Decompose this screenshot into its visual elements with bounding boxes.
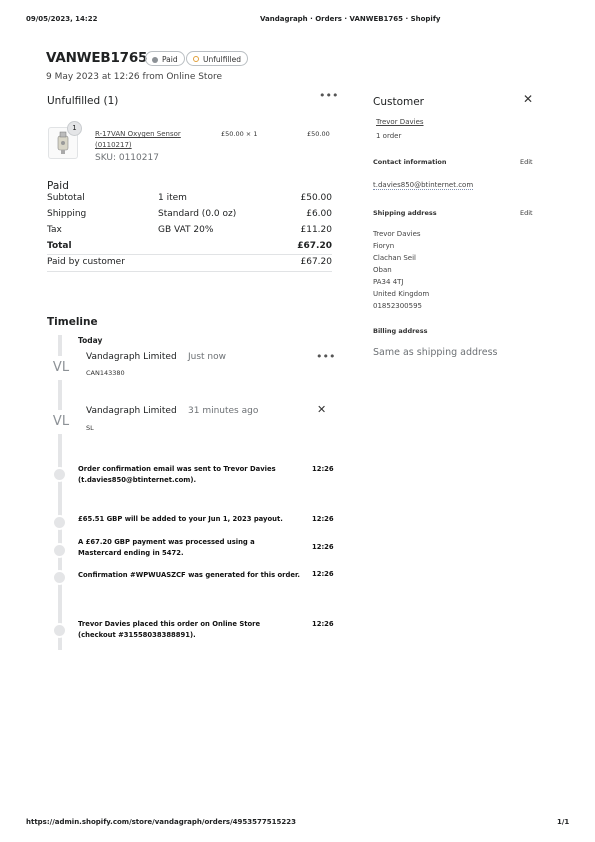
timeline-event-time: 12:26 xyxy=(312,465,334,473)
subtotal-label: Subtotal xyxy=(47,193,85,203)
contact-info-heading: Contact information xyxy=(373,158,447,166)
total-amount: £67.20 xyxy=(297,241,332,251)
shipping-label: Shipping xyxy=(47,209,87,219)
address-phone: 01852300595 xyxy=(373,302,422,310)
timeline-event-text: £65.51 GBP will be added to your Jun 1, 2023 payout. xyxy=(78,515,283,523)
address-line: Trevor Davies xyxy=(373,230,421,238)
avatar: VL xyxy=(46,410,76,434)
comment-body: CAN143380 xyxy=(86,369,125,377)
edit-contact-link[interactable]: Edit xyxy=(520,158,533,166)
customer-name-link[interactable]: Trevor Davies xyxy=(376,118,424,126)
close-icon[interactable]: ✕ xyxy=(523,92,534,106)
edit-shipping-link[interactable]: Edit xyxy=(520,209,533,217)
print-page-count: 1/1 xyxy=(557,818,570,826)
comment-body: SL xyxy=(86,424,94,432)
address-line: PA34 4TJ xyxy=(373,278,404,286)
paid-by-customer-label: Paid by customer xyxy=(47,257,125,267)
comment-author: Vandagraph Limited xyxy=(86,406,177,416)
address-line: Clachan Seil xyxy=(373,254,416,262)
paid-badge-label: Paid xyxy=(162,55,178,64)
print-datetime: 09/05/2023, 14:22 xyxy=(26,15,98,23)
timeline-event-time: 12:26 xyxy=(312,620,334,628)
product-name-link[interactable]: R-17VAN Oxygen Sensor xyxy=(95,130,181,138)
timeline-event-time: 12:26 xyxy=(312,543,334,551)
item-quantity-badge: 1 xyxy=(67,121,82,136)
item-price-qty: £50.00 × 1 xyxy=(221,130,258,138)
timeline-event-dot xyxy=(52,467,67,482)
comment-more-actions-icon[interactable]: ••• xyxy=(316,350,336,363)
payment-divider xyxy=(47,254,332,255)
comment-time: Just now xyxy=(188,352,227,362)
comment-time: 31 minutes ago xyxy=(188,406,259,416)
timeline-event-dot xyxy=(52,515,67,530)
billing-same-as-shipping: Same as shipping address xyxy=(373,347,498,358)
product-code-link[interactable]: (0110217) xyxy=(95,141,132,149)
timeline-event-text: Confirmation #WPWUASZCF was generated for this order. xyxy=(78,571,300,579)
customer-email-link[interactable]: t.davies850@btinternet.com xyxy=(373,181,474,189)
print-url: https://admin.shopify.com/store/vandagraph/orders/4953577515223 xyxy=(26,818,296,826)
order-number-title: VANWEB1765 xyxy=(46,50,148,66)
timeline-event-text: A £67.20 GBP payment was processed using a Mastercard ending in 5472. xyxy=(78,538,255,557)
tax-label: Tax xyxy=(47,225,62,235)
unfulfilled-badge-label: Unfulfilled xyxy=(203,55,241,64)
avatar: VL xyxy=(46,356,76,380)
unfulfilled-dot-icon xyxy=(193,56,199,62)
address-line: Fioryn xyxy=(373,242,395,250)
unfulfilled-heading: Unfulfilled (1) xyxy=(47,95,119,107)
timeline-rail xyxy=(58,335,62,650)
tax-amount: £11.20 xyxy=(300,225,332,235)
customer-order-count: 1 order xyxy=(376,132,402,140)
customer-heading: Customer xyxy=(373,96,425,108)
shipping-address-heading: Shipping address xyxy=(373,209,437,217)
paid-dot-icon xyxy=(152,57,158,63)
timeline-today-label: Today xyxy=(78,336,103,345)
payment-heading: Paid xyxy=(47,180,69,192)
more-actions-icon[interactable]: ••• xyxy=(319,89,339,102)
shipping-amount: £6.00 xyxy=(306,209,332,219)
timeline-event-time: 12:26 xyxy=(312,570,334,578)
item-line-total: £50.00 xyxy=(307,130,330,138)
payment-bottom-divider xyxy=(47,271,332,272)
subtotal-amount: £50.00 xyxy=(300,193,332,203)
address-line: United Kingdom xyxy=(373,290,430,298)
comment-author: Vandagraph Limited xyxy=(86,352,177,362)
timeline-event-dot xyxy=(52,570,67,585)
close-comment-icon[interactable]: ✕ xyxy=(317,403,327,416)
unfulfilled-status-badge xyxy=(186,51,248,66)
timeline-event-dot xyxy=(52,543,67,558)
paid-by-customer-amount: £67.20 xyxy=(300,257,332,267)
address-line: Oban xyxy=(373,266,392,274)
billing-address-heading: Billing address xyxy=(373,327,428,335)
timeline-heading: Timeline xyxy=(47,316,98,328)
timeline-event-text: Trevor Davies placed this order on Online Store (checkout #31558038388891). xyxy=(78,620,261,639)
shipping-desc: Standard (0.0 oz) xyxy=(158,209,237,219)
product-sku: SKU: 0110217 xyxy=(95,153,159,163)
total-label: Total xyxy=(47,241,72,251)
subtotal-desc: 1 item xyxy=(158,193,187,203)
timeline-event-time: 12:26 xyxy=(312,515,334,523)
print-page-title: Vandagraph · Orders · VANWEB1765 · Shopify xyxy=(260,15,441,23)
order-date-line: 9 May 2023 at 12:26 from Online Store xyxy=(46,72,223,82)
timeline-event-text: Order confirmation email was sent to Trevor Davies (t.davies850@btinternet.com). xyxy=(78,465,276,484)
paid-status-badge xyxy=(145,51,185,66)
timeline-event-dot xyxy=(52,623,67,638)
tax-desc: GB VAT 20% xyxy=(158,225,214,235)
